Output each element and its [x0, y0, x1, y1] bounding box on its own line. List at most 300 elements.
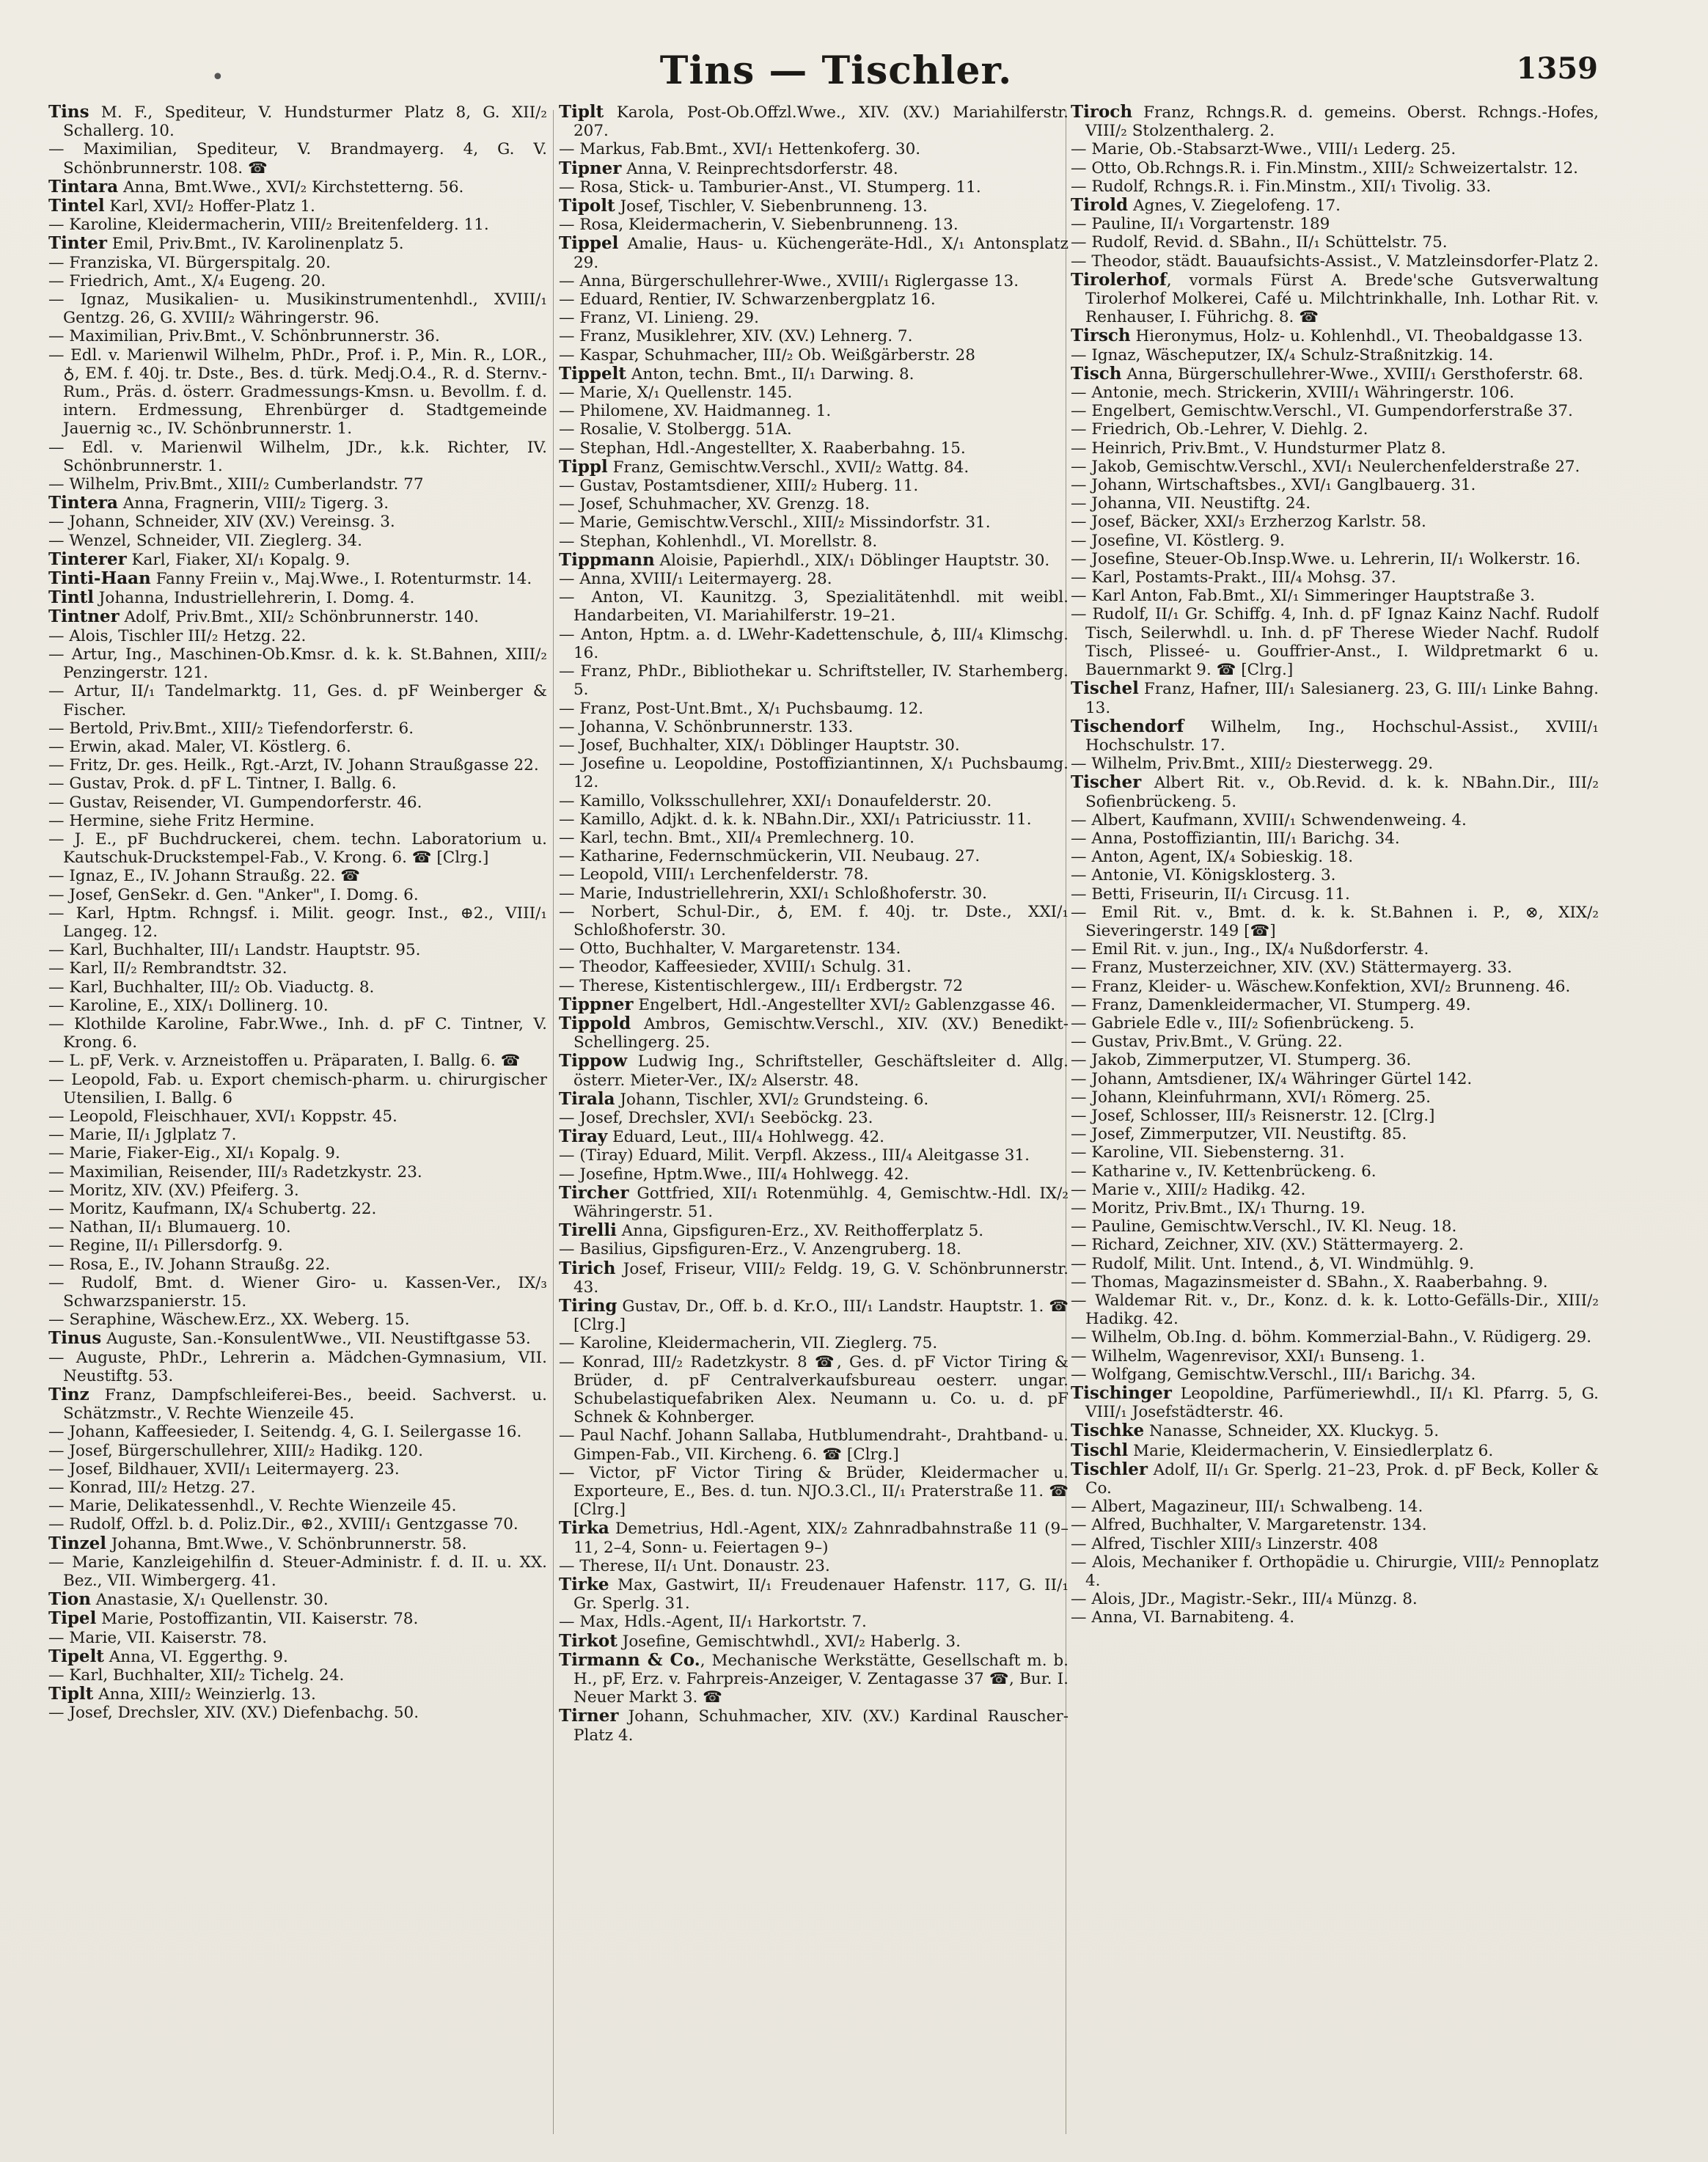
entry-text: — Karl, techn. Bmt., XII/₄ Premlechnerg. 10.	[559, 828, 915, 847]
entry-text: Gustav, Dr., Off. b. d. Kr.O., III/₁ Landstr. Hauptstr. 1. ☎ [Clrg.]	[573, 1297, 1069, 1335]
directory-entry	[48, 1685, 547, 1704]
directory-entry	[559, 662, 1069, 699]
directory-entry	[559, 1240, 1069, 1258]
entry-text: — Rudolf, II/₁ Gr. Schiffg. 4, Inh. d. pF Ignaz Kainz Nachf. Rudolf Tisch, Seilerwhdl. u. Inh. d. pF Therese Wieder Nachf. Rudolf Tisch, Plisseé- u. Gouffrier-Anst., I. Wildpretmarkt 6 u. Bauernmarkt 9. ☎ [Clrg.]	[1071, 605, 1599, 680]
directory-entry	[559, 1146, 1069, 1165]
directory-entry	[48, 569, 547, 588]
entry-text: — Kamillo, Volksschullehrer, XXI/₁ Donaufelderstr. 20.	[559, 791, 992, 810]
directory-entry	[559, 1632, 1069, 1651]
entry-text: — Hermine, siehe Fritz Hermine.	[48, 811, 315, 830]
entry-surname: Tirka	[559, 1518, 609, 1539]
directory-entry	[1071, 959, 1599, 977]
directory-entry	[48, 1311, 547, 1329]
directory-entry	[559, 810, 1069, 829]
directory-entry	[1071, 402, 1599, 420]
directory-entry	[1071, 215, 1599, 233]
entry-surname: Tippold	[559, 1013, 631, 1033]
entry-text: Franz, Gemischtw.Verschl., XVII/₂ Wattg. 84.	[607, 458, 970, 477]
entry-text: — Alfred, Buchhalter, V. Margaretenstr. 134.	[1071, 1516, 1427, 1535]
directory-entry	[1071, 159, 1599, 177]
entry-text: — Kaspar, Schuhmacher, III/₂ Ob. Weißgärberstr. 28	[559, 345, 975, 364]
directory-entry	[48, 645, 547, 682]
entry-text: — Fritz, Dr. ges. Heilk., Rgt.-Arzt, IV. Johann Straußgasse 22.	[48, 756, 539, 775]
directory-entry	[559, 178, 1069, 197]
entry-surname: Tischer	[1071, 772, 1142, 793]
directory-entry	[1071, 587, 1599, 605]
directory-entry	[559, 495, 1069, 513]
directory-entry	[559, 1127, 1069, 1146]
directory-entry	[48, 1609, 547, 1628]
directory-entry	[1071, 326, 1599, 345]
directory-entry	[1071, 103, 1599, 140]
directory-entry	[1071, 1460, 1599, 1498]
directory-entry	[1071, 811, 1599, 829]
directory-entry	[1071, 1181, 1599, 1199]
directory-entry	[559, 1464, 1069, 1520]
entry-text: — Engelbert, Gemischtw.Verschl., VI. Gumpendorferstraße 37.	[1071, 402, 1573, 421]
directory-entry	[1071, 1535, 1599, 1553]
entry-surname: Tiplt	[559, 103, 604, 122]
directory-entry	[1071, 1347, 1599, 1366]
entry-text: — Victor, pF Victor Tiring & Brüder, Kleidermacher u. Exporteure, E., Bes. d. tun. NJO.3.Cl., II/₁ Praterstraße 11. ☎ [Clrg.]	[559, 1463, 1069, 1520]
directory-entry	[559, 1707, 1069, 1744]
entry-text: — (Tiray) Eduard, Milit. Verpfl. Akzess., III/₄ Aleitgasse 31.	[559, 1146, 1030, 1165]
directory-entry	[559, 216, 1069, 234]
entry-text: — Artur, II/₁ Tandelmarktg. 11, Ges. d. pF Weinberger & Fischer.	[48, 682, 547, 719]
directory-entry	[559, 159, 1069, 178]
entry-text: — Josef, Buchhalter, XIX/₁ Döblinger Hauptstr. 30.	[559, 736, 960, 755]
directory-entry	[1071, 196, 1599, 215]
directory-entry	[1071, 1033, 1599, 1051]
directory-entry	[1071, 1273, 1599, 1291]
directory-entry	[48, 959, 547, 978]
entry-text: — Anna, VI. Barnabiteng. 4.	[1071, 1608, 1295, 1627]
directory-entry	[48, 1015, 547, 1052]
directory-entry	[559, 588, 1069, 625]
entry-text: — Gustav, Postamtsdiener, XIII/₂ Huberg. 11.	[559, 477, 919, 496]
entry-text: — Antonie, mech. Strickerin, XVIII/₁ Währingerstr. 106.	[1071, 384, 1514, 403]
directory-entry	[1071, 904, 1599, 940]
directory-entry	[559, 1109, 1069, 1127]
directory-entry	[559, 327, 1069, 345]
entry-text: — Josef, Bürgerschullehrer, XIII/₂ Hadikg. 120.	[48, 1441, 423, 1460]
entry-surname: Tintl	[48, 587, 94, 608]
entry-text: — Albert, Kaufmann, XVIII/₁ Schwendenweing. 4.	[1071, 810, 1467, 829]
entry-surname: Tinterer	[48, 549, 127, 569]
entry-text: — Eduard, Rentier, IV. Schwarzenbergplatz 16.	[559, 290, 936, 309]
entry-text: — Alois, Tischler III/₂ Hetzg. 22.	[48, 626, 307, 645]
directory-entry	[48, 1181, 547, 1200]
entry-text: — Auguste, PhDr., Lehrerin a. Mädchen-Gymnasium, VII. Neustiftg. 53.	[48, 1348, 547, 1385]
entry-text: — Johann, Schneider, XIV (XV.) Vereinsg. 3.	[48, 513, 395, 532]
entry-text: — Wilhelm, Priv.Bmt., XIII/₂ Cumberlandstr. 77	[48, 475, 424, 494]
entry-text: Agnes, V. Ziegelofeng. 17.	[1128, 197, 1341, 216]
entry-text: — Katharine v., IV. Kettenbrückeng. 6.	[1071, 1162, 1377, 1181]
entry-text: Amalie, Haus- u. Küchengeräte-Hdl., X/₁ Antonsplatz 29.	[573, 235, 1069, 272]
entry-surname: Tircher	[559, 1182, 629, 1203]
directory-entry	[559, 420, 1069, 439]
entry-text: — Leopold, Fleischhauer, XVI/₁ Koppstr. 45.	[48, 1107, 397, 1126]
directory-entry	[1071, 1291, 1599, 1328]
entry-surname: Tipolt	[559, 196, 615, 216]
entry-surname: Tiring	[559, 1296, 617, 1316]
directory-entry	[48, 607, 547, 626]
directory-entry	[1071, 1199, 1599, 1217]
entry-text: — Karl, Buchhalter, XII/₂ Tichelg. 24.	[48, 1666, 345, 1685]
entry-text: — Ignaz, Wäscheputzer, IX/₄ Schulz-Straßnitzkig. 14.	[1071, 345, 1494, 364]
directory-entry	[48, 532, 547, 550]
entry-text: — Albert, Magazineur, III/₁ Schwalbeng. 14.	[1071, 1498, 1423, 1517]
directory-entry	[1071, 605, 1599, 679]
directory-entry	[48, 867, 547, 885]
directory-entry	[48, 1052, 547, 1070]
entry-text: Anton, techn. Bmt., II/₁ Darwing. 8.	[626, 364, 915, 384]
directory-entry	[1071, 513, 1599, 531]
entry-text: Karl, XVI/₂ Hoffer-Platz 1.	[104, 197, 315, 216]
entry-text: — Josefine, Hptm.Wwe., III/₄ Hohlwegg. 42.	[559, 1165, 909, 1184]
entry-text: — Maximilian, Spediteur, V. Brandmayerg. 4, G. V. Schönbrunnerstr. 108. ☎	[48, 140, 547, 177]
directory-entry	[48, 1666, 547, 1685]
directory-entry	[559, 847, 1069, 865]
entry-text: Karola, Post-Ob.Offzl.Wwe., XIV. (XV.) Mariahilferstr. 207.	[573, 103, 1069, 141]
entry-text: Johanna, Bmt.Wwe., V. Schönbrunnerstr. 58.	[106, 1534, 467, 1553]
entry-text: Adolf, II/₁ Gr. Sperlg. 21–23, Prok. d. pF Beck, Koller & Co.	[1085, 1460, 1599, 1498]
directory-entry	[48, 1647, 547, 1666]
entry-text: — Franz, PhDr., Bibliothekar u. Schriftsteller, IV. Starhemberg. 5.	[559, 662, 1069, 700]
directory-entry	[1071, 1088, 1599, 1107]
directory-entry	[559, 792, 1069, 810]
entry-text: — Anton, Hptm. a. d. LWehr-Kadettenschule, ♁, III/₄ Klimschg. 16.	[559, 625, 1069, 662]
directory-entry	[559, 197, 1069, 216]
entry-surname: Tippmann	[559, 549, 655, 570]
directory-entry	[1071, 1516, 1599, 1534]
directory-entry	[559, 718, 1069, 736]
entry-surname: Tirner	[559, 1706, 619, 1726]
entry-surname: Tipner	[559, 158, 622, 178]
entry-text: — Heinrich, Priv.Bmt., V. Hundsturmer Platz 8.	[1071, 439, 1446, 458]
entry-text: — Regine, II/₁ Pillersdorfg. 9.	[48, 1236, 283, 1256]
directory-entry	[559, 1052, 1069, 1089]
entry-text: Franz, Dampfschleiferei-Bes., beeid. Sachverst. u. Schätzmstr., V. Rechte Wienzeile 45.	[63, 1386, 547, 1423]
directory-entry	[48, 830, 547, 867]
entry-surname: Tiplt	[48, 1684, 94, 1704]
directory-entry	[559, 829, 1069, 847]
column-3	[1071, 103, 1599, 2134]
entry-text: — Franz, Musterzeichner, XIV. (XV.) Stättermayerg. 33.	[1071, 959, 1512, 978]
directory-entry	[559, 1353, 1069, 1427]
entry-text: — Rosa, Kleidermacherin, V. Siebenbrunneng. 13.	[559, 216, 959, 235]
entry-text: — Therese, Kistentischlergew., III/₁ Erdbergstr. 72	[559, 976, 964, 995]
directory-entry	[1071, 1384, 1599, 1421]
directory-entry	[559, 958, 1069, 976]
entry-text: — Leopold, VIII/₁ Lerchenfelderstr. 78.	[559, 865, 869, 884]
entry-text: Eduard, Leut., III/₄ Hohlwegg. 42.	[607, 1128, 885, 1147]
entry-text: — Friedrich, Amt., X/₄ Eugeng. 20.	[48, 271, 326, 290]
directory-entry	[1071, 940, 1599, 959]
directory-entry	[1071, 177, 1599, 196]
directory-entry	[559, 439, 1069, 458]
entry-text: — Franz, Post-Unt.Bmt., X/₁ Puchsbaumg. 12.	[559, 699, 924, 718]
entry-text: — Kamillo, Adjkt. d. k. k. NBahn.Dir., XXI/₁ Patriciusstr. 11.	[559, 810, 1032, 829]
entry-text: — Ignaz, E., IV. Johann Straußg. 22. ☎	[48, 867, 361, 886]
entry-text: — Josef, Zimmerputzer, VII. Neustiftg. 85.	[1071, 1125, 1407, 1144]
entry-text: Josef, Tischler, V. Siebenbrunneng. 13.	[615, 197, 928, 216]
directory-entry	[559, 1613, 1069, 1631]
directory-entry	[1071, 1590, 1599, 1608]
entry-text: — Rosalie, V. Stolbergg. 51A.	[559, 420, 792, 439]
page-header	[0, 48, 1708, 101]
directory-entry	[48, 513, 547, 531]
directory-entry	[559, 700, 1069, 718]
directory-entry	[48, 177, 547, 197]
directory-entry	[1071, 1070, 1599, 1088]
directory-entry	[1071, 364, 1599, 384]
directory-entry	[1071, 773, 1599, 810]
entry-text: Nanasse, Schneider, XX. Kluckyg. 5.	[1144, 1422, 1440, 1441]
directory-entry	[559, 346, 1069, 364]
entry-text: — Josef, Schuhmacher, XV. Grenzg. 18.	[559, 495, 870, 514]
directory-entry	[48, 812, 547, 830]
directory-entry	[559, 513, 1069, 532]
directory-entry	[48, 1126, 547, 1144]
entry-text: — Anna, XVIII/₁ Leitermayerg. 28.	[559, 570, 832, 589]
entry-text: — Franz, Kleider- u. Wäschew.Konfektion, XVI/₂ Brunneng. 46.	[1071, 977, 1571, 996]
entry-text: Ludwig Ing., Schriftsteller, Geschäftsleiter d. Allg. österr. Mieter-Ver., IX/₂ Alserstr. 48.	[573, 1052, 1069, 1090]
directory-entry	[559, 1221, 1069, 1240]
directory-entry	[1071, 1608, 1599, 1627]
entry-text: — Karl, Buchhalter, III/₂ Ob. Viaductg. 8.	[48, 978, 375, 997]
directory-entry	[1071, 458, 1599, 476]
entry-text: — Maximilian, Reisender, III/₃ Radetzkystr. 23.	[48, 1162, 422, 1181]
entry-text: Anastasie, X/₁ Quellenstr. 30.	[90, 1591, 329, 1610]
directory-entry	[48, 1478, 547, 1497]
entry-text: — Gustav, Prok. d. pF L. Tintner, I. Ballg. 6.	[48, 774, 397, 794]
entry-text: Anna, Bmt.Wwe., XVI/₂ Kirchstetterng. 56.	[118, 177, 464, 197]
directory-entry	[1071, 679, 1599, 717]
entry-surname: Tintera	[48, 493, 118, 513]
directory-entry	[48, 1497, 547, 1515]
directory-entry	[48, 738, 547, 756]
directory-entry	[48, 997, 547, 1015]
entry-surname: Tipel	[48, 1608, 97, 1629]
directory-entry	[559, 1557, 1069, 1575]
entry-surname: Tinzel	[48, 1533, 107, 1553]
entry-text: Max, Gastwirt, II/₁ Freudenauer Hafenstr. 117, G. II/₁ Gr. Sperlg. 31.	[573, 1576, 1069, 1613]
directory-entry	[48, 1553, 547, 1590]
directory-entry	[1071, 1421, 1599, 1440]
entry-text: — Markus, Fab.Bmt., XVI/₁ Hettenkoferg. 30.	[559, 140, 921, 159]
entry-surname: Tirkot	[559, 1630, 617, 1651]
entry-text: — Johann, Wirtschaftsbes., XVI/₁ Ganglbauerg. 31.	[1071, 476, 1476, 495]
directory-entry	[48, 1590, 547, 1609]
directory-entry	[48, 904, 547, 941]
entry-text: — Johanna, VII. Neustiftg. 24.	[1071, 494, 1311, 513]
entry-text: — Wolfgang, Gemischtw.Verschl., III/₁ Barichg. 34.	[1071, 1365, 1476, 1384]
directory-entry	[48, 234, 547, 253]
entry-surname: Tinus	[48, 1328, 102, 1349]
directory-entry	[559, 1334, 1069, 1352]
directory-entry	[48, 550, 547, 569]
entry-text: — Stephan, Hdl.-Angestellter, X. Raaberbahng. 15.	[559, 439, 966, 458]
entry-text: Adolf, Priv.Bmt., XII/₂ Schönbrunnerstr. 140.	[119, 608, 479, 627]
entry-text: Emil, Priv.Bmt., IV. Karolinenplatz 5.	[106, 235, 404, 254]
entry-text: — Karl, Buchhalter, III/₁ Landstr. Hauptstr. 95.	[48, 941, 421, 960]
directory-entry	[48, 719, 547, 738]
entry-text: Anna, Bürgerschullehrer-Wwe., XVIII/₁ Gersthoferstr. 68.	[1121, 364, 1584, 384]
entry-surname: Tischler	[1071, 1459, 1148, 1479]
entry-text: — Max, Hdls.-Agent, II/₁ Harkortstr. 7.	[559, 1613, 867, 1632]
directory-entry	[48, 1200, 547, 1218]
entry-text: Anna, XIII/₂ Weinzierlg. 13.	[93, 1685, 316, 1704]
entry-text: — L. pF, Verk. v. Arzneistoffen u. Präparaten, I. Ballg. 6. ☎	[48, 1052, 521, 1071]
entry-text: M. F., Spediteur, V. Hundsturmer Platz 8, G. XII/₂ Schallerg. 10.	[63, 103, 547, 141]
entry-text: — Emil Rit. v., Bmt. d. k. k. St.Bahnen i. P., ⊗, XIX/₂ Sieveringerstr. 149 [☎]	[1071, 903, 1599, 940]
entry-surname: Tirich	[559, 1258, 616, 1278]
entry-text: — Artur, Ing., Maschinen-Ob.Kmsr. d. k. k. St.Bahnen, XIII/₂ Penzingerstr. 121.	[48, 645, 547, 683]
entry-text: — Norbert, Schul-Dir., ♁, EM. f. 40j. tr. Dste., XXI/₁ Schloßhoferstr. 30.	[559, 902, 1069, 939]
entry-surname: Tischinger	[1071, 1383, 1172, 1404]
entry-text: Fanny Freiin v., Maj.Wwe., I. Rotenturmstr. 14.	[150, 570, 532, 589]
entry-text: — Franz, Damenkleidermacher, VI. Stumperg. 49.	[1071, 995, 1471, 1014]
entry-text: — Konrad, III/₂ Hetzg. 27.	[48, 1478, 256, 1498]
entry-surname: Tisch	[1071, 363, 1122, 384]
entry-text: — Moritz, XIV. (XV.) Pfeiferg. 3.	[48, 1181, 299, 1200]
entry-text: — Josef, Drechsler, XVI/₁ Seeböckg. 23.	[559, 1108, 873, 1127]
entry-surname: Tischke	[1071, 1421, 1145, 1441]
entry-text: — Antonie, VI. Königsklosterg. 3.	[1071, 866, 1336, 885]
entry-text: — Leopold, Fab. u. Export chemisch-pharm. u. chirurgischer Utensilien, I. Ballg. 6	[48, 1070, 547, 1107]
directory-entry	[559, 384, 1069, 402]
entry-surname: Tippner	[559, 994, 634, 1014]
directory-entry	[1071, 885, 1599, 904]
entry-surname: Tirsch	[1071, 326, 1131, 346]
entry-text: Anna, VI. Eggerthg. 9.	[103, 1647, 288, 1666]
entry-text: Auguste, San.-KonsulentWwe., VII. Neustiftgasse 53.	[101, 1330, 531, 1349]
entry-text: — Jakob, Zimmerputzer, VI. Stumperg. 36.	[1071, 1051, 1412, 1070]
entry-text: — Waldemar Rit. v., Dr., Konz. d. k. k. Lotto-Gefälls-Dir., XIII/₂ Hadikg. 42.	[1071, 1291, 1599, 1329]
entry-surname: Tins	[48, 103, 89, 122]
directory-entry	[1071, 978, 1599, 996]
entry-text: — Edl. v. Marienwil Wilhelm, JDr., k.k. Richter, IV. Schönbrunnerstr. 1.	[48, 438, 547, 475]
entry-text: — Betti, Friseurin, II/₁ Circusg. 11.	[1071, 884, 1350, 904]
directory-entry	[1071, 829, 1599, 848]
entry-text: — Basilius, Gipsfiguren-Erz., V. Anzengruberg. 18.	[559, 1240, 961, 1259]
directory-entry	[48, 1385, 547, 1423]
directory-entry	[48, 254, 547, 272]
entry-surname: Tinti-Haan	[48, 568, 151, 589]
entry-text: — Klothilde Karoline, Fabr.Wwe., Inh. d. pF C. Tintner, V. Krong. 6.	[48, 1014, 547, 1052]
entry-text: — Marie, Kanzleigehilfin d. Steuer-Administr. f. d. II. u. XX. Bez., VII. Wimbergerg. 41.	[48, 1553, 547, 1591]
directory-entry	[1071, 1255, 1599, 1273]
entry-text: Franz, Hafner, III/₁ Salesianerg. 23, G. III/₁ Linke Bahng. 13.	[1085, 680, 1599, 717]
directory-entry	[1071, 1125, 1599, 1143]
directory-entry	[48, 1144, 547, 1162]
directory-entry	[559, 477, 1069, 495]
entry-text: — Otto, Buchhalter, V. Margaretenstr. 134.	[559, 939, 901, 959]
directory-entry	[559, 458, 1069, 477]
entry-text: — Emil Rit. v. jun., Ing., IX/₄ Nußdorferstr. 4.	[1071, 940, 1429, 959]
entry-text: Demetrius, Hdl.-Agent, XIX/₂ Zahnradbahnstraße 11 (9–11, 2–4, Sonn- u. Feiertagen 9–)	[573, 1520, 1069, 1557]
directory-entry	[48, 1534, 547, 1553]
entry-surname: Tippl	[559, 456, 608, 477]
entry-text: Anna, Gipsfiguren-Erz., XV. Reithofferplatz 5.	[616, 1222, 984, 1241]
directory-entry	[48, 774, 547, 793]
entry-text: — Karl, Hptm. Rchngsf. i. Milit. geogr. Inst., ⊕2., VIII/₁ Langeg. 12.	[48, 904, 547, 941]
directory-entry	[559, 1090, 1069, 1109]
directory-entry	[1071, 140, 1599, 158]
entry-text: — Marie, Ob.-Stabsarzt-Wwe., VIII/₁ Lederg. 25.	[1071, 140, 1456, 159]
entry-text: — Josef, Bildhauer, XVII/₁ Leitermayerg. 23.	[48, 1459, 400, 1478]
entry-surname: Tirke	[559, 1575, 609, 1595]
directory-entry	[48, 140, 547, 177]
directory-entry	[1071, 568, 1599, 587]
directory-entry	[1071, 346, 1599, 364]
entry-surname: Tirold	[1071, 195, 1129, 216]
directory-entry	[48, 682, 547, 719]
entry-text: — Marie, VII. Kaiserstr. 78.	[48, 1628, 268, 1647]
directory-entry	[559, 1014, 1069, 1052]
entry-text: Wilhelm, Ing., Hochschul-Assist., XVIII/₁ Hochschulstr. 17.	[1085, 717, 1599, 755]
entry-surname: Tirala	[559, 1088, 615, 1109]
directory-entry	[1071, 866, 1599, 884]
entry-text: — Alois, JDr., Magistr.-Sekr., III/₄ Münzg. 8.	[1071, 1590, 1418, 1609]
entry-text: — Anton, VI. Kaunitzg. 3, Spezialitätenhdl. mit weibl. Handarbeiten, VI. Mariahilferstr. 19–21.	[559, 588, 1069, 626]
entry-text: — Jakob, Gemischtw.Verschl., XVI/₁ Neulerchenfelderstraße 27.	[1071, 457, 1580, 476]
directory-entry	[559, 1297, 1069, 1334]
entry-text: — Katharine, Federnschmückerin, VII. Neubaug. 27.	[559, 847, 981, 866]
entry-text: Franz, Rchngs.R. d. gemeins. Oberst. Rchngs.-Hofes, VIII/₂ Stolzenthalerg. 2.	[1085, 103, 1599, 141]
entry-text: Albert Rit. v., Ob.Revid. d. k. k. NBahn.Dir., III/₂ Sofienbrückeng. 5.	[1085, 774, 1599, 811]
entry-text: — Rudolf, Milit. Unt. Intend., ♁, VI. Windmühlg. 9.	[1071, 1254, 1475, 1273]
entry-text: — Paul Nachf. Johann Sallaba, Hutblumendraht-, Drahtband- u. Gimpen-Fab., VII. Kircheng. 6. ☎ [Clrg.]	[559, 1426, 1069, 1464]
directory-entry	[559, 865, 1069, 884]
entry-text: — Josef, Bäcker, XXI/₃ Erzherzog Karlstr. 58.	[1071, 513, 1426, 532]
column-2	[559, 103, 1069, 2134]
directory-entry	[559, 364, 1069, 384]
directory-entry	[1071, 717, 1599, 755]
entry-text: — Karoline, VII. Siebensterng. 31.	[1071, 1143, 1345, 1162]
directory-entry	[48, 1163, 547, 1181]
entry-text: — Marie, Fiaker-Eig., XI/₁ Kopalg. 9.	[48, 1144, 340, 1163]
entry-surname: Tiray	[559, 1126, 608, 1147]
directory-entry	[48, 1274, 547, 1311]
entry-text: Anna, Fragnerin, VIII/₂ Tigerg. 3.	[117, 494, 389, 513]
entry-text: — Rudolf, Rchngs.R. i. Fin.Minstm., XII/₁ Tivolig. 33.	[1071, 177, 1492, 196]
entry-text: Marie, Kleidermacherin, V. Einsiedlerplatz 6.	[1128, 1441, 1494, 1460]
entry-text: — Thomas, Magazinsmeister d. SBahn., X. Raaberbahng. 9.	[1071, 1272, 1548, 1291]
entry-text: , vormals Fürst A. Brede'sche Gutsverwaltung Tirolerhof Molkerei, Café u. Milchtrinkhalle, Inh. Lothar Rit. v. Renhauser, I. Führichg. 8. ☎	[1085, 271, 1599, 327]
directory-entry	[1071, 550, 1599, 568]
entry-surname: Tinter	[48, 233, 107, 254]
directory-entry	[1071, 1107, 1599, 1125]
entry-text: — Stephan, Kohlenhdl., VI. Morellstr. 8.	[559, 532, 878, 551]
directory-entry	[48, 1423, 547, 1441]
entry-text: — Marie, X/₁ Quellenstr. 145.	[559, 384, 793, 403]
entry-surname: Tirolerhof	[1071, 269, 1167, 290]
entry-text: — Josef, Schlosser, III/₃ Reisnerstr. 12. [Clrg.]	[1071, 1106, 1435, 1125]
entry-surname: Tintner	[48, 607, 120, 627]
directory-entry	[1071, 1366, 1599, 1384]
directory-entry	[559, 884, 1069, 903]
directory-entry	[559, 939, 1069, 958]
entry-text: — Rudolf, Offzl. b. d. Poliz.Dir., ⊕2., XVIII/₁ Gentzgasse 70.	[48, 1515, 518, 1534]
entry-text: — Otto, Ob.Rchngs.R. i. Fin.Minstm., XIII/₂ Schweizertalstr. 12.	[1071, 158, 1579, 177]
entry-text: — Friedrich, Ob.-Lehrer, V. Diehlg. 2.	[1071, 420, 1368, 439]
directory-entry	[48, 1460, 547, 1478]
entry-text: Josefine, Gemischtwhdl., XVI/₂ Haberlg. 3.	[617, 1632, 961, 1651]
page-number: 1359	[1516, 51, 1598, 86]
directory-entry	[48, 272, 547, 290]
